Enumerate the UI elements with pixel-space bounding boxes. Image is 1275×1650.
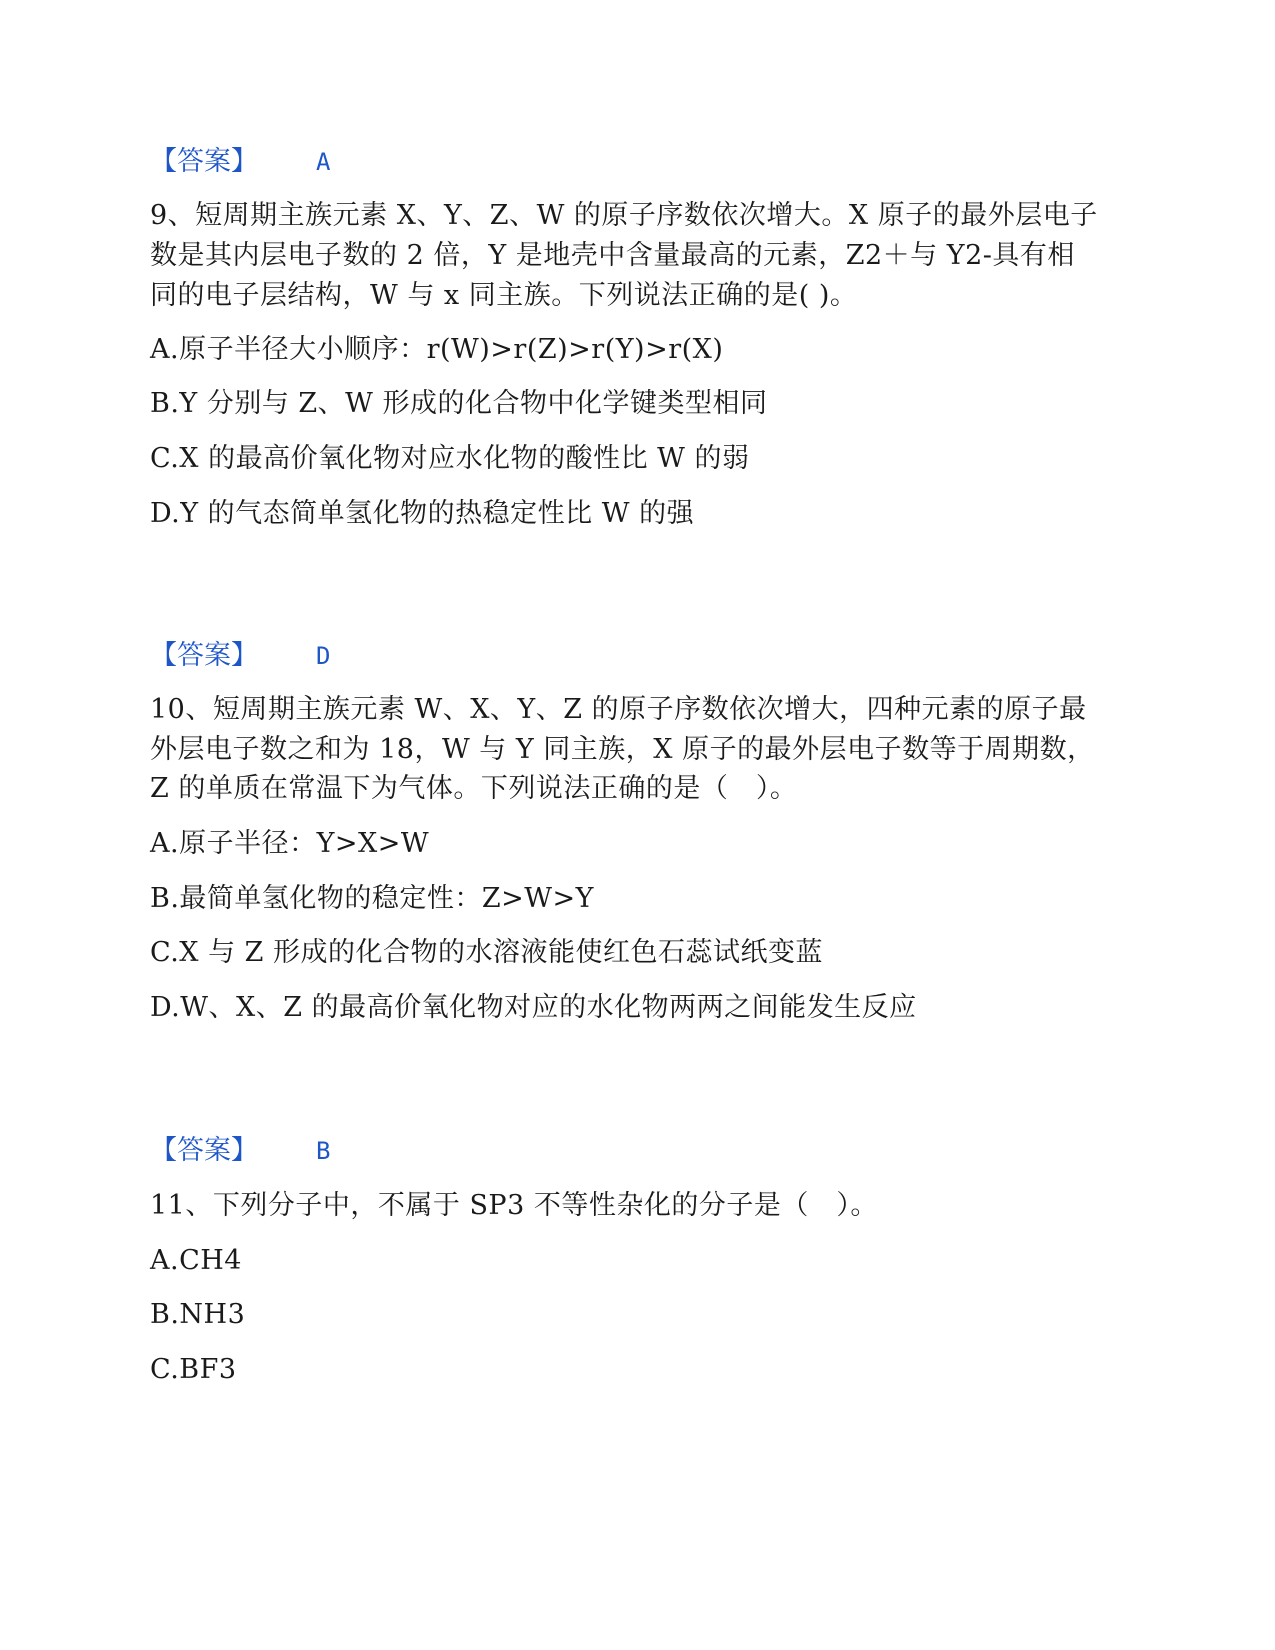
question-11-option-a: A.CH4	[150, 1245, 242, 1276]
answer-value: D	[316, 642, 331, 670]
question-10-line-3: Z 的单质在常温下为气体。下列说法正确的是（ ）。	[150, 773, 798, 804]
question-9-line-3: 同的电子层结构，W 与 x 同主族。下列说法正确的是( )。	[150, 280, 858, 311]
question-11-option-c: C.BF3	[150, 1354, 237, 1385]
question-10-option-a: A.原子半径：Y>X>W	[150, 828, 430, 859]
answer-label: 【答案】	[150, 146, 258, 177]
answer-label: 【答案】	[150, 640, 258, 671]
question-9-line-2: 数是其内层电子数的 2 倍，Y 是地壳中含量最高的元素，Z2＋与 Y2-具有相	[150, 240, 1075, 271]
question-11-option-b: B.NH3	[150, 1299, 246, 1330]
question-9-option-c: C.X 的最高价氧化物对应水化物的酸性比 W 的弱	[150, 443, 750, 474]
question-9-line-1: 9、短周期主族元素 X、Y、Z、W 的原子序数依次增大。X 原子的最外层电子	[150, 200, 1098, 231]
question-9-option-a: A.原子半径大小顺序：r(W)>r(Z)>r(Y)>r(X)	[150, 334, 724, 365]
answer-value: B	[316, 1137, 331, 1165]
question-10-option-b: B.最简单氢化物的稳定性：Z>W>Y	[150, 883, 595, 914]
question-10-option-c: C.X 与 Z 形成的化合物的水溶液能使红色石蕊试纸变蓝	[150, 937, 824, 968]
question-10-line-1: 10、短周期主族元素 W、X、Y、Z 的原子序数依次增大，四种元素的原子最	[150, 694, 1087, 725]
answer-label: 【答案】	[150, 1135, 258, 1166]
answer-line-10	[150, 1135, 330, 1167]
question-10-line-2: 外层电子数之和为 18，W 与 Y 同主族，X 原子的最外层电子数等于周期数，	[150, 734, 1095, 765]
question-9-option-d: D.Y 的气态简单氢化物的热稳定性比 W 的强	[150, 498, 695, 529]
question-11-line-1: 11、下列分子中，不属于 SP3 不等性杂化的分子是（ ）。	[150, 1190, 878, 1221]
answer-value: A	[316, 148, 331, 176]
answer-line-9	[150, 640, 330, 672]
question-9-option-b: B.Y 分别与 Z、W 形成的化合物中化学键类型相同	[150, 388, 768, 419]
answer-line-8	[150, 146, 330, 178]
question-10-option-d: D.W、X、Z 的最高价氧化物对应的水化物两两之间能发生反应	[150, 992, 917, 1023]
